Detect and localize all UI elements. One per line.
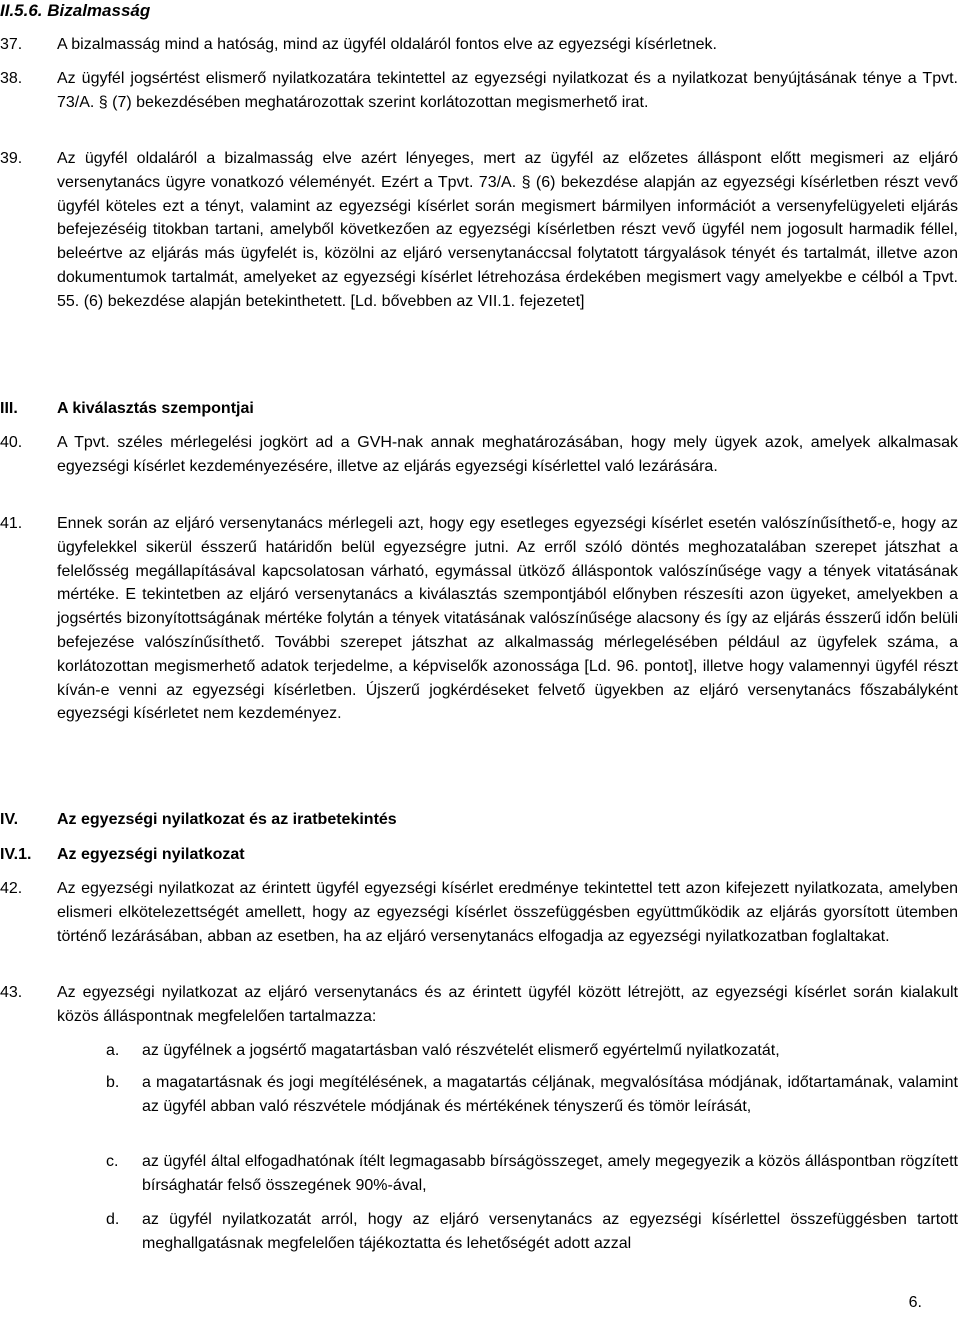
list-item-letter: b. bbox=[106, 1074, 120, 1091]
paragraph-number: 40. bbox=[0, 434, 23, 451]
paragraph-number: 38. bbox=[0, 70, 23, 87]
paragraph-text: Ennek során az eljáró versenytanács mérlegeli azt, hogy egy esetleges egyezségi kísérlet esetén valószínűsíthető-e, hogy az ügyfelekkel sikerül ésszerű határidőn belül egyezségre jutni. Az erről szóló döntés meghozatalában szerepet játszhat a felelősség megállapításával kapcsolatosan várható, egymással ütköző álláspontok valószínűsége vagy a tények vitatásának mértéke. E tekintetben az eljáró versenytanács a kiválasztás szempontjából előnyben részesíti azon ügyeket, amelyekben a jogsértés bizonyítottságának mértéke folytán a tények vitatásának valószínűsége alacsony és így az eljárás ésszerű időn belüli befejezése valószínűsíthető. További szerepet játszhat az alkalmasság mérlegelésében például az ügyfelek száma, a korlátozottan megismerhető adatok terjedelme, a képviselők azonossága [Ld. 96. pontot], illetve hogy valamennyi ügyfél részt kíván-e venni az egyezségi kísérletben. Újszerű jogkérdéseket felvető ügyekben az eljáró versenytanács főszabályként egyezségi kísérletet nem kezdeményez. bbox=[57, 515, 958, 723]
list-item-text: az ügyfélnek a jogsértő magatartásban való részvételét elismerő egyértelmű nyilatkozatát, bbox=[142, 1042, 780, 1059]
paragraph-number: 42. bbox=[0, 880, 23, 897]
paragraph-41 bbox=[0, 512, 958, 726]
section-title: A kiválasztás szempontjai bbox=[57, 400, 254, 417]
paragraph-38 bbox=[0, 67, 958, 115]
paragraph-number: 43. bbox=[0, 984, 23, 1001]
list-item-letter: d. bbox=[106, 1211, 120, 1228]
list-item-text: az ügyfél nyilatkozatát arról, hogy az eljáró versenytanács az egyezségi kísérlettel összefüggésben tartott meghallgatásnak megfelelően tájékoztatta és lehetőségét adott azzal bbox=[142, 1211, 958, 1252]
section-number: IV.1. bbox=[0, 846, 32, 863]
list-item-text: az ügyfél által elfogadhatónak ítélt legmagasabb bírságösszeget, amely megegyezik a közös álláspontban rögzített bírsághatár felső összegének 90%-ával, bbox=[142, 1153, 958, 1194]
paragraph-40 bbox=[0, 431, 958, 479]
paragraph-number: 41. bbox=[0, 515, 23, 532]
section-number: III. bbox=[0, 400, 18, 417]
list-item-a bbox=[106, 1039, 958, 1063]
paragraph-text: Az ügyfél oldaláról a bizalmasság elve azért lényeges, mert az ügyfél az előzetes álláspont előtt megismeri az eljáró versenytanács ügyre vonatkozó véleményét. Ezért a Tpvt. 73/A. § (6) bekezdése alapján az egyezségi kísérletben részt vevő ügyfél köteles ezt a tényt, valamint az egyezségi kísérlet során megismert bármilyen információt a versenyfelügyeleti eljárás befejezéséig titokban tartani, amelyből következően az egyezségi kísérletben részt vevő ügyfél nem jogosult harmadik féllel, beleértve az eljárás más ügyfelét is, közölni az eljáró versenytanáccsal folytatott tárgyalások tényét és tartalmát, illetve azon dokumentumok tartalmát, amelyeket az egyezségi kísérlet létrehozása érdekében megismert vagy amelyekbe e célból a Tpvt. 55. (6) bekezdése alapján betekinthetett. [Ld. bővebben az VII.1. fejezetet] bbox=[57, 150, 958, 310]
list-item-text: a magatartásnak és jogi megítélésének, a magatartás céljának, megvalósítása módjának, időtartamának, valamint az ügyfél abban való részvétele módjának és mértékének tényszerű és tömör leírását, bbox=[142, 1074, 958, 1115]
paragraph-text: A Tpvt. széles mérlegelési jogkört ad a GVH-nak annak meghatározásában, hogy mely ügyek azok, amelyek alkalmasak egyezségi kísérlet kezdeményezésére, illetve az eljárás egyezségi kísérlettel való lezárására. bbox=[57, 434, 958, 475]
paragraph-text: Az egyezségi nyilatkozat az érintett ügyfél egyezségi kísérlet eredménye tekintettel tett azon kifejezett nyilatkozata, amelyben elismeri elkötelezettségét amellett, hogy az egyezségi kísérlet összefüggésben együttműködik az eljárás gyorsított ütemben történő lezárásában, abban az esetben, ha az eljáró versenytanács elfogadja az egyezségi nyilatkozatban foglaltakat. bbox=[57, 880, 958, 945]
paragraph-text: A bizalmasság mind a hatóság, mind az ügyfél oldaláról fontos elve az egyezségi kísérletnek. bbox=[57, 36, 717, 53]
section-heading: II.5.6. Bizalmasság bbox=[0, 1, 151, 20]
list-item-letter: a. bbox=[106, 1042, 120, 1059]
paragraph-text: Az egyezségi nyilatkozat az eljáró versenytanács és az érintett ügyfél között létrejött, az egyezségi kísérlet során kialakult közös álláspontnak megfelelően tartalmazza: bbox=[57, 984, 958, 1025]
paragraph-number: 37. bbox=[0, 36, 23, 53]
list-item-c bbox=[106, 1150, 958, 1198]
section-iv-heading bbox=[0, 809, 397, 831]
paragraph-42 bbox=[0, 877, 958, 948]
section-title: Az egyezségi nyilatkozat bbox=[57, 846, 245, 863]
list-item-b bbox=[106, 1071, 958, 1119]
paragraph-43 bbox=[0, 981, 958, 1029]
section-number: IV. bbox=[0, 811, 19, 828]
page-number: 6. bbox=[908, 1294, 922, 1311]
paragraph-number: 39. bbox=[0, 150, 23, 167]
list-item-d bbox=[106, 1208, 958, 1256]
section-iii-heading bbox=[0, 398, 254, 420]
paragraph-text: Az ügyfél jogsértést elismerő nyilatkozatára tekintettel az egyezségi nyilatkozat és a nyilatkozat benyújtásának ténye a Tpvt. 73/A. § (7) bekezdésében meghatározottak szerint korlátozottan megismerhető irat. bbox=[57, 70, 958, 111]
paragraph-39 bbox=[0, 147, 958, 314]
list-item-letter: c. bbox=[106, 1153, 119, 1170]
paragraph-37 bbox=[0, 33, 958, 57]
section-iv1-heading bbox=[0, 844, 245, 866]
section-title: Az egyezségi nyilatkozat és az iratbetekintés bbox=[57, 811, 397, 828]
